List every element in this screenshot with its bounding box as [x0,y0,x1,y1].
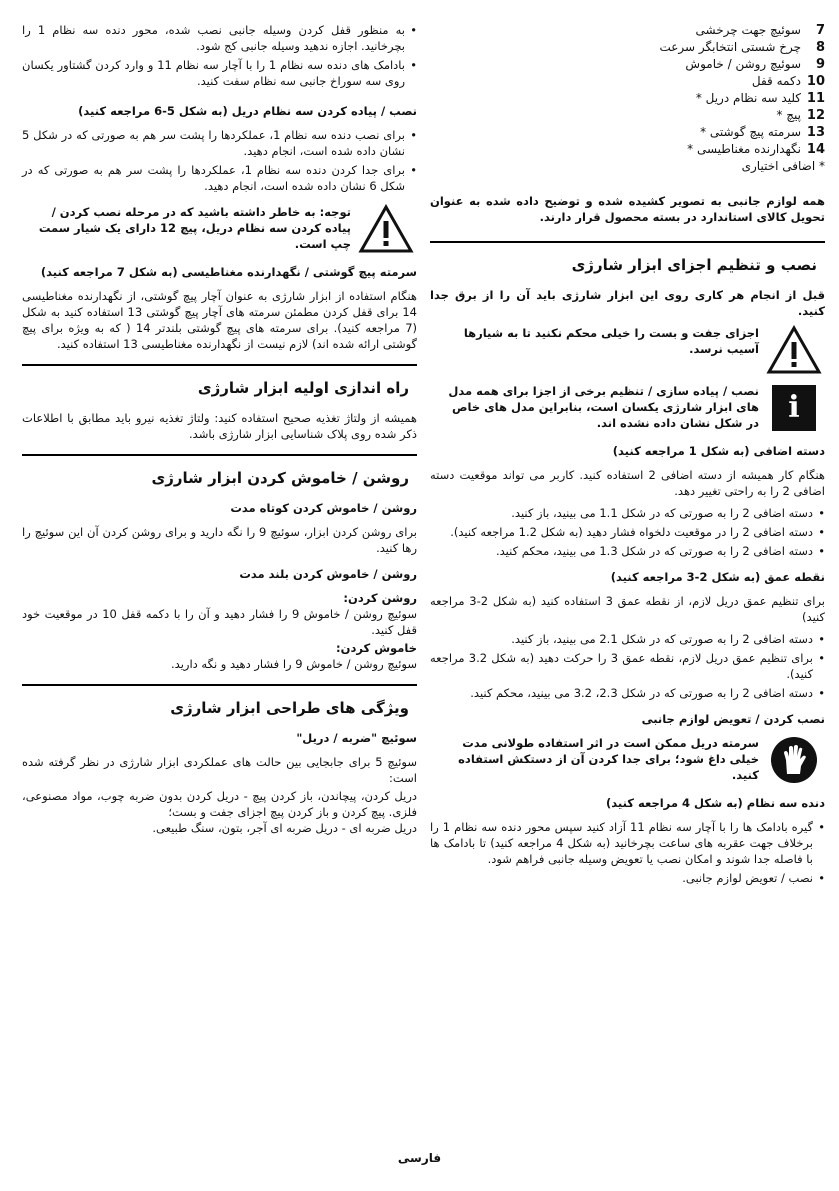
chuck-title: دنده سه نظام (به شکل 4 مراجعه کنید) [606,796,825,810]
unplug-note: قبل از انجام هر کاری روی این ابزار شارژی باید آن را از برق جدا کنید. [430,288,825,318]
section-title-assembly: نصب و تنظیم اجزای ابزار شارژی [571,256,817,274]
list-item: • برای تنظیم عمق دریل لازم، نقطه عمق 3 را حرکت دهید (به شکل 3.2 مراجعه کنید). [430,650,825,682]
aux-handle-title: دسته اضافی (به شکل 1 مراجعه کنید) [612,444,825,458]
list-item: 10 دکمه قفل [751,74,825,89]
list-item: 7 سوئیچ جهت چرخشی [695,23,825,38]
list-item: • دسته اضافی 2 را در موقعیت دلخواه فشار دهید (به شکل 1.2 مراجعه کنید). [430,524,825,540]
list-item: • برای نصب دنده سه نظام 1، عملکردها را پشت سر هم به صورتی که در شکل 5 نشان داده شده است، انجام دهید. [22,127,417,159]
list-item: • دسته اضافی 2 را به صورتی که در شکل 1.1 می بینید، باز کنید. [430,505,825,521]
parts-list [430,22,825,175]
optional-note: * اضافی اختیاری [741,159,825,173]
warning-notice: اجزای جفت و بست را خیلی محکم نکنید تا به شیارها آسیب نرسد. [430,325,825,375]
list-item: • بادامک های دنده سه نظام 1 را با آچار سه نظام 11 و وارد کردن گشتاور یکسان روی سه سوراخ جانبی سه نظام سفت کنید. [22,57,417,89]
list-item: • دسته اضافی 2 را به صورتی که در شکل 2.3، 3.2 می بینید، محکم کنید. [430,685,825,701]
off-text: سوئیچ روشن / خاموش 9 را فشار دهید و نگه دارید. [171,657,417,671]
list-item: 12 پیچ * [776,108,825,123]
accessories-title: نصب کردن / تعویض لوازم جانبی [641,712,825,726]
drill-chuck-title: نصب / پیاده کردن سه نظام دریل (به شکل 5-6 مراجعه کنید) [78,104,417,118]
on-text: سوئیچ روشن / خاموش 9 را فشار دهید و آن را با دکمه قفل 10 در موقعیت خود قفل کنید. [22,607,418,637]
list-item: • به منظور قفل کردن وسیله جانبی نصب شده، محور دنده سه نظام 1 را بچرخانید. اجازه ندهید وسیله جانبی کج شود. [22,22,417,54]
glove-icon [771,737,817,783]
impact-mode-text: دریل ضربه ای - دریل ضربه ای آجر، بتون، سنگ طبیعی. [152,821,417,835]
switch-title: سوئیچ "ضربه / دریل" [296,731,417,745]
depth-stop-text: برای تنظیم عمق دریل لازم، از نقطه عمق 3 استفاده کنید (به شکل 2-3 مراجعه کنید) [430,594,825,624]
page-footer-language: فارسی [397,1151,442,1165]
short-term-text: برای روشن کردن ابزار، سوئیچ 9 را نگه دارید و برای روشن کردن آن این سوئیچ را رها کنید. [22,525,417,555]
section-title-design: ویژگی های طراحی ابزار شارژی [170,699,409,717]
section-title-onoff: روشن / خاموش کردن ابزار شارژی [151,469,409,487]
left-column [22,22,417,842]
list-item: 9 سوئیچ روشن / خاموش [685,57,825,72]
attention-notice: توجه: به خاطر داشته باشید که در مرحله نصب کردن / پیاده کردن سه نظام دریل، پیچ 12 دارای یک شیار سمت چپ است. [22,204,417,254]
startup-text: همیشه از ولتاژ تغذیه صحیح استفاده کنید: ولتاژ تغذیه نیرو باید مطابق با اطلاعات ذکر شده روی پلاک شناسایی ابزار شارژی باشد. [22,411,417,441]
list-item: 11 کلید سه نظام دریل * [695,91,825,106]
bit-holder-text: هنگام استفاده از ابزار شارژی به عنوان آچار پیچ گوشتی، از نگهدارنده مغناطیسی 14 برای قفل کردن مطمئن سرمته های آچار پیچ گوشتی 13 استفاده کنید به شکل (7 مراجعه کنید). برای سرمته های پیچ گوشتی بلندتر 14 ( که به ویژه برای پیچ گوشتی ارائه شده اند) لازم نیست از نگهدارنده مغناطیسی 13 استفاده کنید. [22,289,418,351]
switch-text: سوئیچ 5 برای جابجایی بین حالت های عملکردی ابزار شارژی در نظر گرفته شده است: [22,755,417,785]
right-column [430,22,825,889]
short-term-title: روشن / خاموش کردن کوتاه مدت [230,501,417,515]
on-label: روشن کردن: [343,591,417,605]
list-item: • برای جدا کردن دنده سه نظام 1، عملکردها را پشت سر هم به صورتی که در شکل 6 نشان داده شده است، انجام دهید. [22,162,417,194]
long-term-title: روشن / خاموش کردن بلند مدت [239,567,417,581]
list-item: • دسته اضافی 2 را به صورتی که در شکل 1.3 می بینید، محکم کنید. [430,543,825,559]
list-item: • گیره بادامک ها را با آچار سه نظام 11 آزاد کنید سپس محور دنده سه نظام 1 را برخلاف جهت عقربه های ساعت بچرخانید (به شکل 4 مراجعه کنید) تا بادامک ها با فاصله جدا شوند و امکان نصب یا تعویض وسیله جانبی فراهم شود. [430,819,825,867]
glove-notice: سرمته دریل ممکن است در اثر استفاده طولانی مدت خیلی داغ شود؛ برای جدا کردن آن از دستکش استفاده کنید. [430,735,825,785]
off-label: خاموش کردن: [336,641,417,655]
aux-handle-text: هنگام کار همیشه از دسته اضافی 2 استفاده کنید. کاربر می تواند موقعیت دسته اضافی 2 را به راحتی تغییر دهد. [430,468,825,498]
depth-stop-title: نقطه عمق (به شکل 2-3 مراجعه کنید) [610,570,825,584]
list-item: 14 نگهدارنده مغناطیسی * [687,142,825,157]
list-item: 13 سرمته پیچ گوشتی * [700,125,825,140]
drill-mode-text: دریل کردن، پیچاندن، باز کردن پیچ - دریل کردن بدون ضربه چوب، مواد مصنوعی، فلزی. پیچ کردن و باز کردن پیچ اجزای جفت و بست؛ [22,789,417,819]
list-item: 8 چرخ شستی انتخابگر سرعت [659,40,825,55]
accessories-note: همه لوازم جانبی به تصویر کشیده شده و توضیح داده شده به عنوان تحویل کالای استاندارد در بسته محصول قرار دارند. [430,194,825,224]
list-item: • دسته اضافی 2 را به صورتی که در شکل 2.1 می بینید، باز کنید. [430,631,825,647]
warning-icon [763,325,825,375]
warning-icon [355,204,417,254]
list-item: • نصب / تعویض لوازم جانبی. [430,870,825,886]
info-notice: i نصب / پیاده سازی / تنظیم برخی از اجزا برای همه مدل های ابزار شارژی یکسان است، بنابراین مدل های خاص در شکل نشان داده نشده اند. [430,383,825,433]
section-title-startup: راه اندازی اولیه ابزار شارژی [197,379,409,397]
info-icon: i [772,385,816,431]
bit-holder-title: سرمته پیچ گوشتی / نگهدارنده مغناطیسی (به شکل 7 مراجعه کنید) [40,265,417,279]
